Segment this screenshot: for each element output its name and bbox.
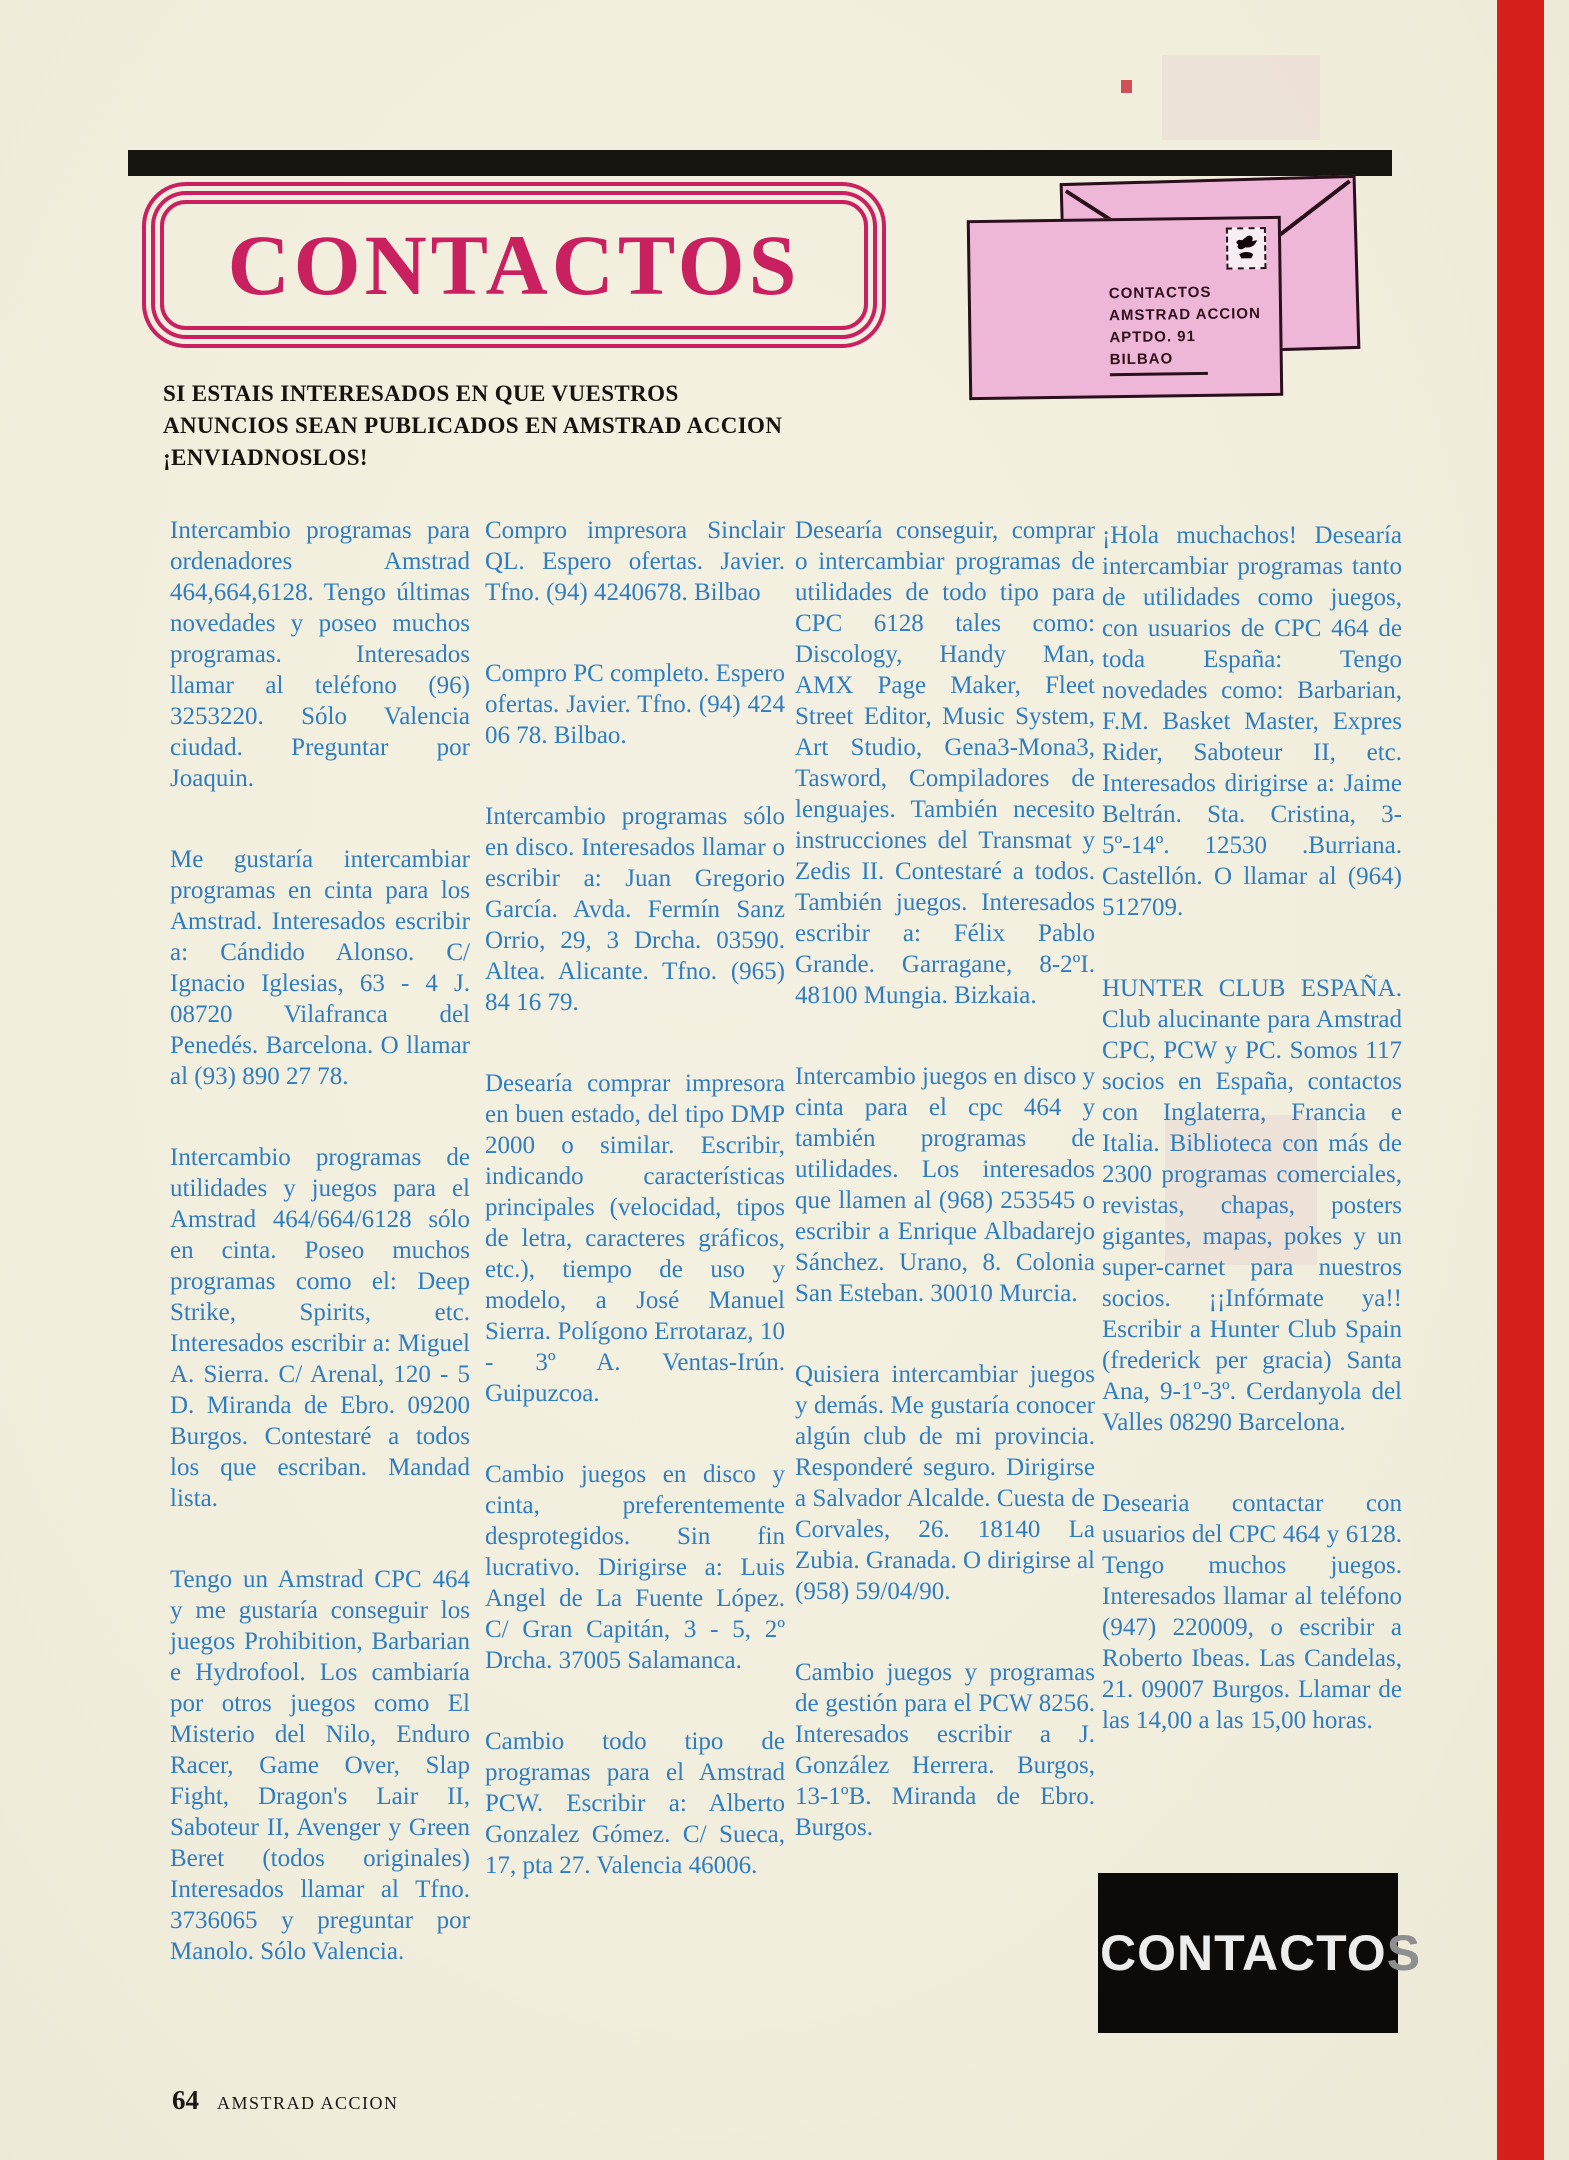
classified-ad: ¡Hola muchachos! Desearía intercambiar programas tanto de utilidades como juegos, con usuarios de CPC 464 de toda España: Tengo novedades como: Barbarian, F.M. Basket Master, Expres Rider, Saboteur II, etc. Interesados dirigirse a: Jaime Beltrán. Sta. Cristina, 3-5º-14º. 12530 .Burriana. Castellón. O llamar al (964) 512709. — [1102, 522, 1402, 921]
classified-ad: Quisiera intercambiar juegos y demás. Me gustaría conocer algún club de mi provincia. Responderé seguro. Dirigirse a Salvador Alcalde. Cuesta de Corvales, 26. 18140 La Zubia. Granada. O dirigirse al (958) 59/04/90. — [795, 1361, 1095, 1605]
envelope-address-line: AMSTRAD ACCION — [1108, 305, 1261, 325]
print-registration-mark — [1121, 80, 1132, 93]
classified-ad: Intercambio juegos en disco y cinta para el cpc 464 y también programas de utilidades. Los interesados que llamen al (968) 253545 o escribir a Enrique Albadarejo Sánchez. Urano, 8. Colonia San Esteban. 30010 Murcia. — [795, 1063, 1095, 1307]
classified-ad: Intercambio programas sólo en disco. Interesados llamar o escribir a: Juan Gregorio García. Avda. Fermín Sanz Orrio, 29, 3 Drcha. 03590. Altea. Alicante. Tfno. (965) 84 16 79. — [485, 803, 785, 1016]
intro-line: ANUNCIOS SEAN PUBLICADOS EN AMSTRAD ACCION — [163, 413, 783, 438]
classified-ad: Desearia contactar con usuarios del CPC 464 y 6128. Tengo muchos juegos. Interesados llamar al teléfono (947) 220009, o escribir a Roberto Ibeas. Las Candelas, 21. 09007 Burgos. Llamar de las 14,00 a las 15,00 horas. — [1102, 1490, 1402, 1734]
front-envelope — [967, 216, 1283, 400]
intro-text — [163, 378, 823, 474]
page-edge-stripe — [1497, 0, 1544, 2160]
intro-line: ¡ENVIADNOSLOS! — [163, 445, 368, 470]
stamp — [1226, 227, 1267, 270]
page-title: CONTACTOS — [227, 217, 801, 313]
classified-ad: Cambio juegos y programas de gestión para el PCW 8256. Interesados escribir a J. González Herrera. Burgos, 13-1ºB. Miranda de Ebro. Burgos. — [795, 1659, 1095, 1841]
envelope-address-line: APTDO. 91 — [1109, 328, 1197, 347]
stamp-bird-icon — [1233, 234, 1259, 262]
classified-ad: Me gustaría intercambiar programas en cinta para los Amstrad. Interesados escribir a: Cándido Alonso. C/ Ignacio Iglesias, 63 - 4 J. 08720 Vilafranca del Penedés. Barcelona. O llamar al (93) 890 27 78. — [170, 846, 470, 1090]
ads-column-3 — [795, 515, 1095, 1893]
classified-ad: Desearía conseguir, comprar o intercambiar programas de utilidades de todo tipo para CPC 6128 tales como: Discology, Handy Man, AMX Page Maker, Fleet Street Editor, Music System, Art Studio, Gena3-Mona3, Tasword, Compiladores de lenguajes. También necesito instrucciones del Transmat y Zedis II. Contestaré a todos. También juegos. Interesados escribir a: Félix Pablo Grande. Garragane, 8-2ºI. 48100 Mungia. Bizkaia. — [795, 517, 1095, 1009]
page-footer — [172, 2085, 399, 2116]
envelope-address-line: BILBAO — [1110, 348, 1208, 376]
classified-ad: Cambio juegos en disco y cinta, preferentemente desprotegidos. Sin fin lucrativo. Dirigirse a: Luis Angel de La Fuente López. C/ Gran Capitán, 3 - 5, 2º Drcha. 37005 Salamanca. — [485, 1461, 785, 1674]
ads-column-4 — [1102, 520, 1402, 1786]
section-title-box — [160, 200, 868, 330]
ads-column-2 — [485, 515, 785, 1931]
bleed-through-mark — [1162, 55, 1320, 140]
banner-main: CONTACTO — [1100, 1925, 1387, 1981]
classified-ad: Compro impresora Sinclair QL. Espero ofertas. Javier. Tfno. (94) 4240678. Bilbao — [485, 517, 785, 606]
envelope-address — [1109, 281, 1262, 376]
contactos-banner-text — [1100, 1924, 1421, 1982]
contactos-banner — [1098, 1873, 1422, 2033]
page-number: 64 — [172, 2085, 199, 2115]
classified-ad: Intercambio programas de utilidades y juegos para el Amstrad 464/664/6128 sólo en cinta. Poseo muchos programas como el: Deep Strike, Spirits, etc. Interesados escribir a: Miguel A. Sierra. C/ Arenal, 120 - 5 D. Miranda de Ebro. 09200 Burgos. Contestaré a todos los que escriban. Mandad lista. — [170, 1144, 470, 1512]
envelope-address-line: CONTACTOS — [1108, 283, 1212, 303]
classified-ad: Cambio todo tipo de programas para el Amstrad PCW. Escribir a: Alberto Gonzalez Gómez. C/ Sueca, 17, pta 27. Valencia 46006. — [485, 1728, 785, 1879]
classified-ad: HUNTER CLUB ESPAÑA. Club alucinante para Amstrad CPC, PCW y PC. Somos 117 socios en España, contactos con Inglaterra, Francia e Italia. Biblioteca con más de 2300 programas comerciales, revistas, chapas, posters gigantes, mapas, pokes y un super-carnet para nuestros socios. ¡¡Infórmate ya!! Escribir a Hunter Club Spain (frederick per gracia) Santa Ana, 9-1º-3º. Cerdanyola del Valles 08290 Barcelona. — [1102, 975, 1402, 1436]
magazine-name: AMSTRAD ACCION — [217, 2093, 399, 2113]
top-rule — [128, 150, 1392, 176]
classified-ad: Desearía comprar impresora en buen estado, del tipo DMP 2000 o similar. Escribir, indicando características principales (velocidad, tipos de letra, caracteres gráficos, etc.), tiempo de uso y modelo, a José Manuel Sierra. Polígono Errotaraz, 10 - 3º A. Ventas-Irún. Guipuzcoa. — [485, 1070, 785, 1407]
intro-line: SI ESTAIS INTERESADOS EN QUE VUESTROS — [163, 381, 679, 406]
classified-ad: Tengo un Amstrad CPC 464 y me gustaría conseguir los juegos Prohibition, Barbarian e Hydrofool. Los cambiaría por otros juegos como El Misterio del Nilo, Enduro Racer, Game Over, Slap Fight, Dragon's Lair II, Saboteur II, Avenger y Green Beret (todos originales) Interesados llamar al Tfno. 3736065 y preguntar por Manolo. Sólo Valencia. — [170, 1566, 470, 1965]
classified-ad: Intercambio programas para ordenadores Amstrad 464,664,6128. Tengo últimas novedades y poseo muchos programas. Interesados llamar al teléfono (96) 3253220. Sólo Valencia ciudad. Preguntar por Joaquin. — [170, 517, 470, 792]
ads-column-1 — [170, 515, 470, 2017]
classified-ad: Compro PC completo. Espero ofertas. Javier. Tfno. (94) 424 06 78. Bilbao. — [485, 660, 785, 749]
banner-overhang-letter: S — [1386, 1925, 1422, 1981]
